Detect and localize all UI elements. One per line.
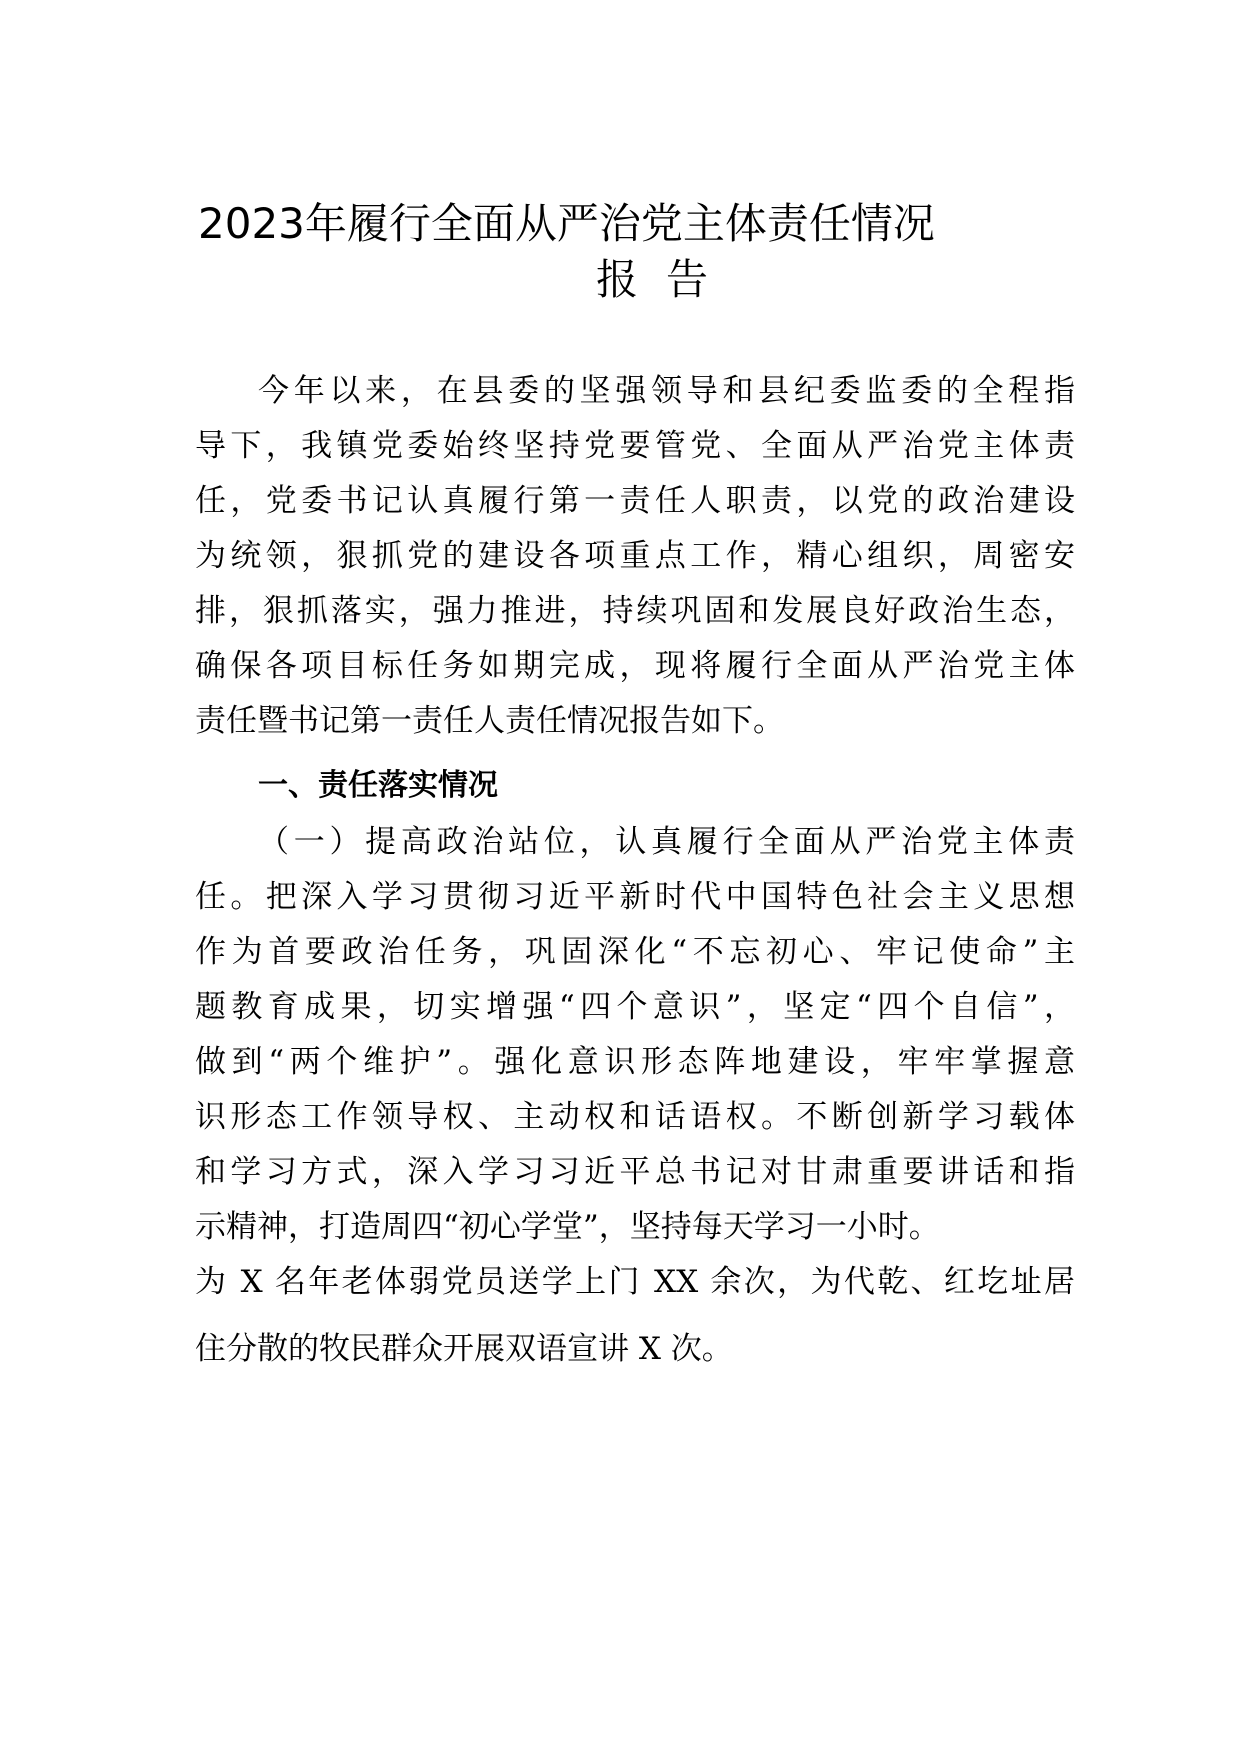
paragraph-line: 今年以来，在县委的坚强领导和县纪委监委的全程指 [258, 373, 1075, 409]
paragraph-line: 责任暨书记第一责任人责任情况报告如下。 [195, 703, 784, 739]
paragraph-line: 题教育成果，切实增强“四个意识”，坚定“四个自信”， [195, 989, 1075, 1025]
paragraph-line: 作为首要政治任务，巩固深化“不忘初心、牢记使命”主 [195, 934, 1075, 970]
paragraph-line: 识形态工作领导权、主动权和话语权。不断创新学习载体 [195, 1099, 1075, 1135]
paragraph-line: 确保各项目标任务如期完成，现将履行全面从严治党主体 [195, 648, 1075, 684]
paragraph-line: 为 X 名年老体弱党员送学上门 XX 余次，为代乾、红圪址居 [195, 1264, 1075, 1300]
document-title-subline: 报告 [596, 255, 737, 304]
paragraph-line: 导下，我镇党委始终坚持党要管党、全面从严治党主体责 [195, 428, 1075, 464]
section-heading: 一、责任落实情况 [258, 768, 498, 803]
paragraph-line: 住分散的牧民群众开展双语宣讲 X 次。 [195, 1331, 733, 1367]
paragraph-line: 示精神，打造周四“初心学堂”，坚持每天学习一小时。 [195, 1209, 940, 1245]
paragraph-line: （一）提高政治站位，认真履行全面从严治党主体责 [258, 824, 1075, 860]
document-title: 2023年履行全面从严治党主体责任情况 [198, 199, 935, 248]
paragraph-line: 任。把深入学习贯彻习近平新时代中国特色社会主义思想 [195, 879, 1075, 915]
paragraph-line: 为统领，狠抓党的建设各项重点工作，精心组织，周密安 [195, 538, 1075, 574]
paragraph-line: 和学习方式，深入学习习近平总书记对甘肃重要讲话和指 [195, 1154, 1075, 1190]
paragraph-line: 排，狠抓落实，强力推进，持续巩固和发展良好政治生态， [195, 593, 1075, 629]
paragraph-line: 做到“两个维护”。强化意识形态阵地建设，牢牢掌握意 [195, 1044, 1075, 1080]
paragraph-line: 任，党委书记认真履行第一责任人职责，以党的政治建设 [195, 483, 1075, 519]
